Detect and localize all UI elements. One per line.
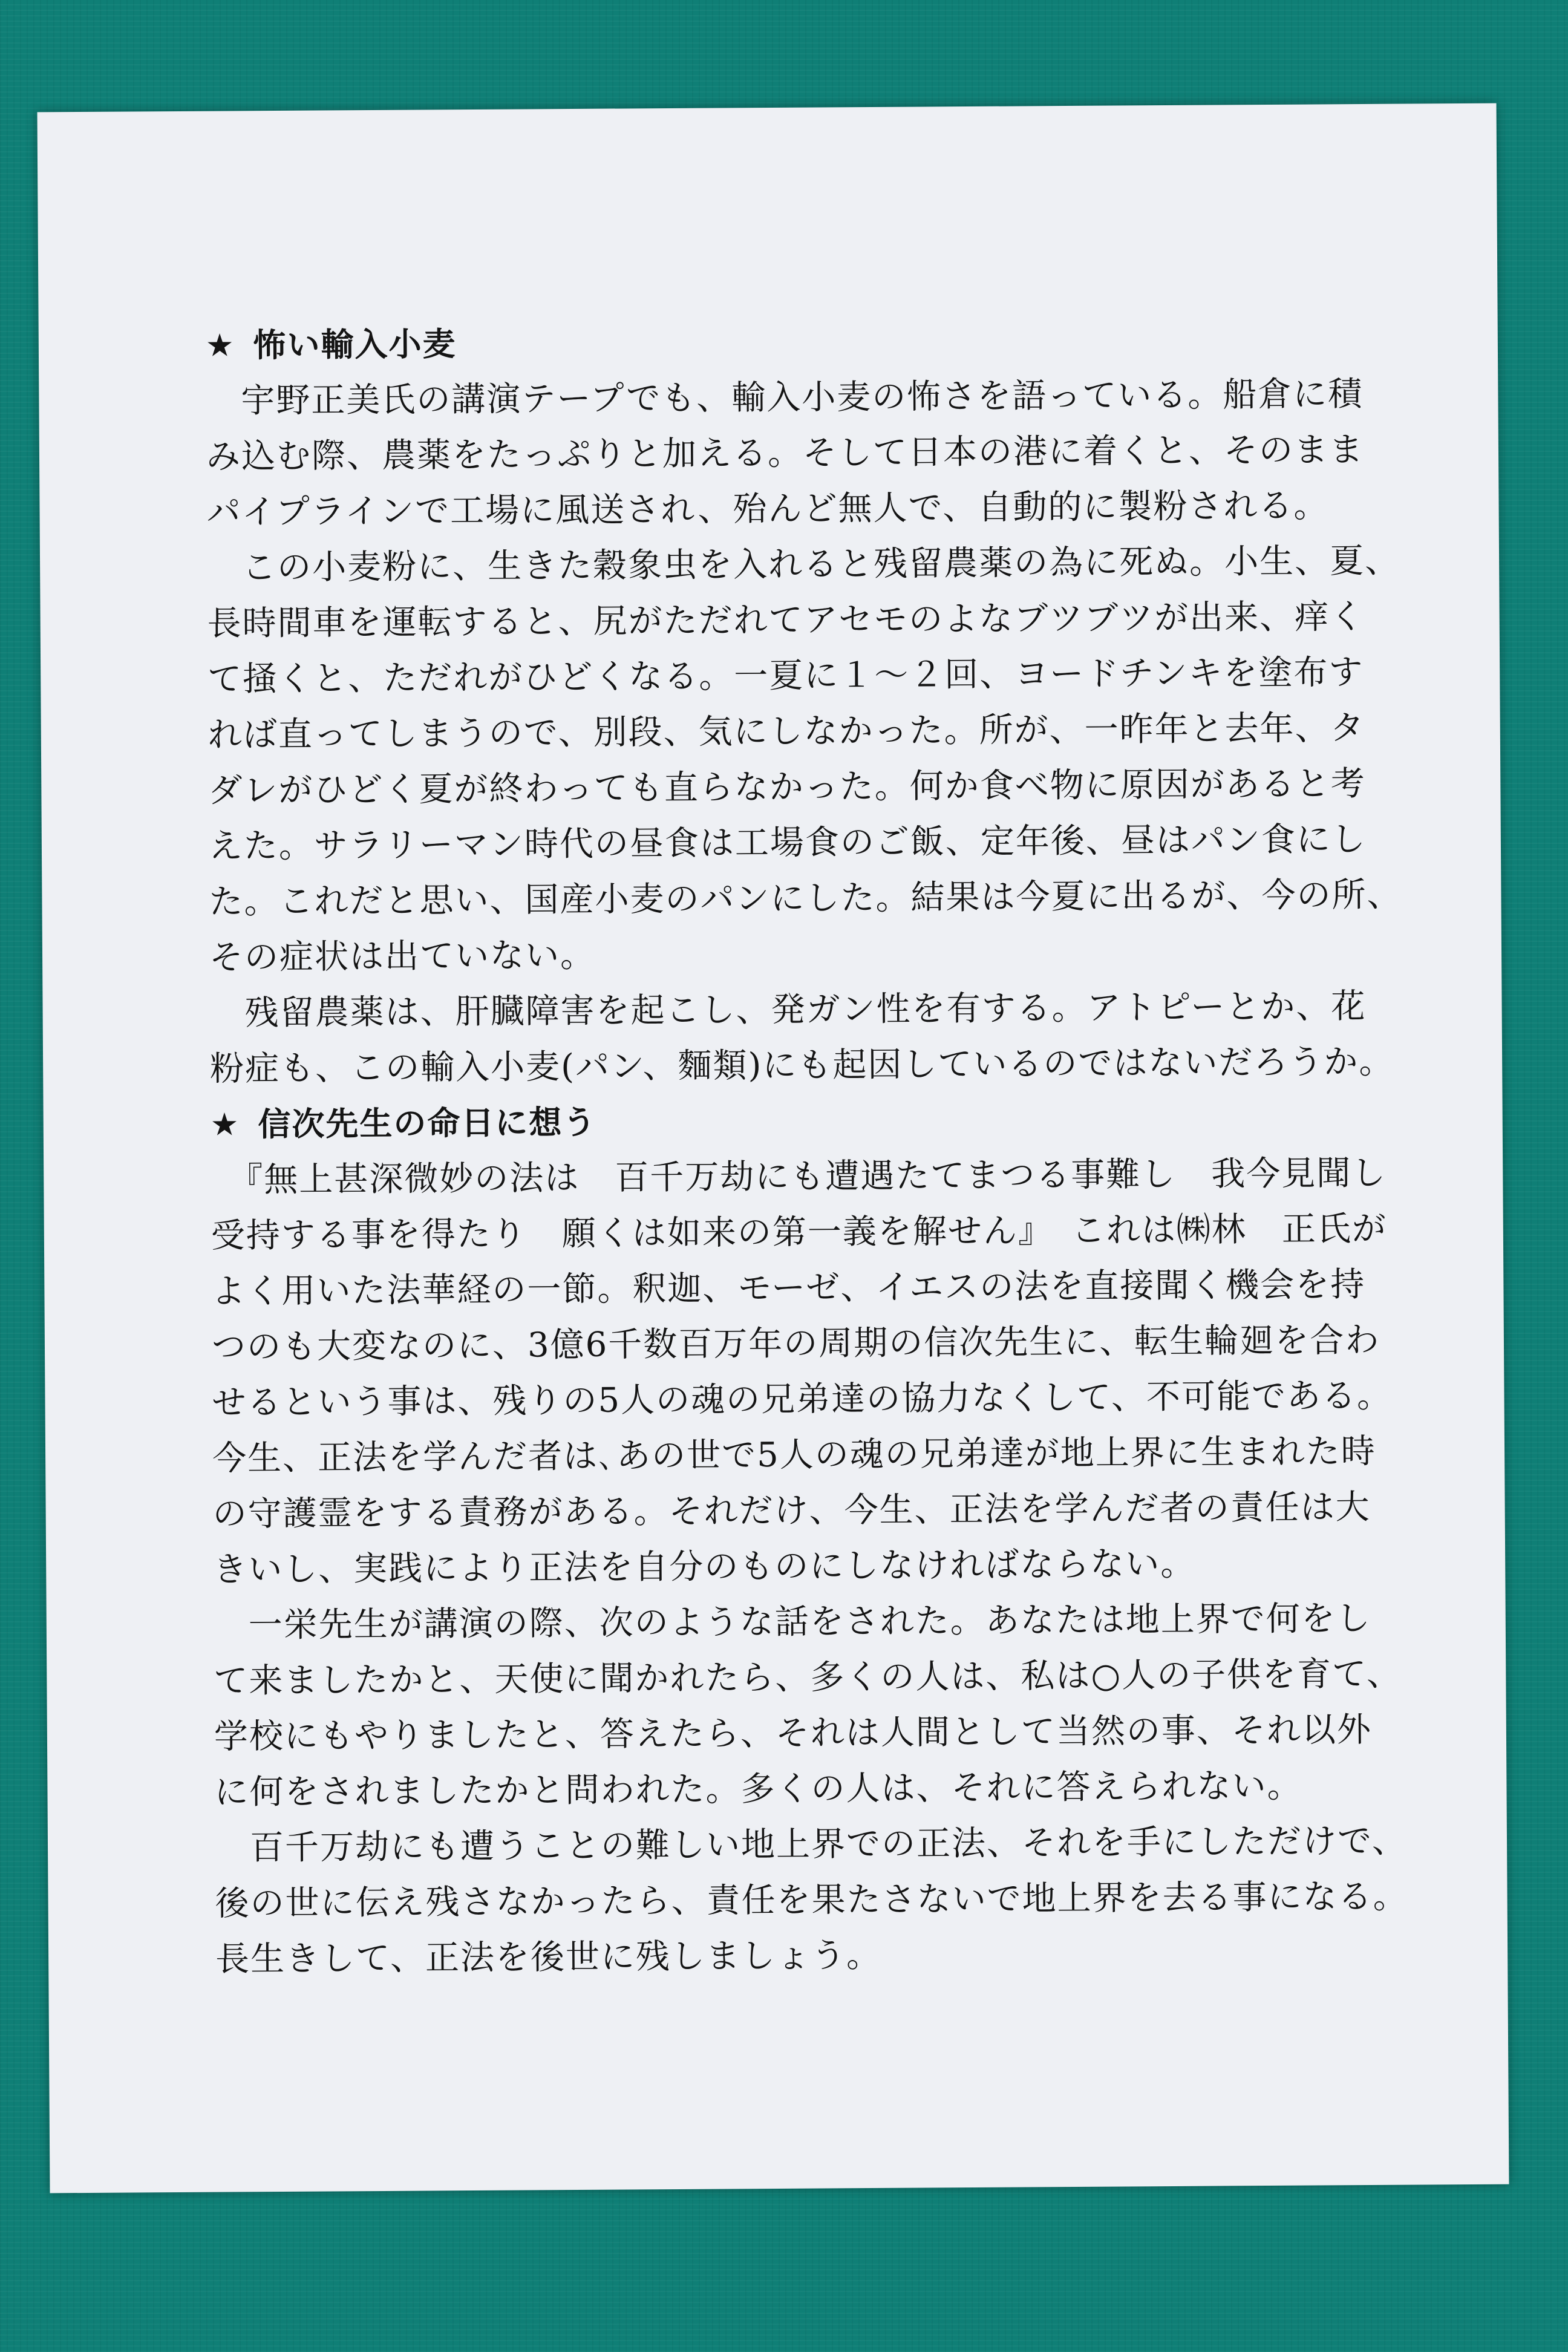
text-line: た。これだと思い、国産小麦のパンにした。結果は今夏に出るが、今の所、 [209,875,1402,922]
text-line: せるという事は、残りの5人の魂の兄弟達の協力なくして、不可能である。 [212,1376,1393,1423]
text-line: えた。サラリーマン時代の昼食は工場食のご飯、定年後、昼はパン食にし [208,819,1367,866]
section-body-memorial [211,1146,1413,1988]
text-line: 今生、正法を学んだ者は､あの世で5人の魂の兄弟達が地上界に生まれた時 [212,1431,1376,1478]
text-line: 残留農薬は、肝臓障害を起こし、発ガン性を有する。アトピーとか、花 [209,987,1367,1033]
text-line: れば直ってしまうので、別段、気にしなかった。所が、一昨年と去年、タ [207,708,1365,755]
text-line: の守護霊をする責務がある。それだけ、今生、正法を学んだ者の責任は大 [212,1487,1371,1534]
section-heading-imported-wheat [206,311,1404,374]
text-line: ダレがひどく夏が終わっても直らなかった。何か食べ物に原因があると考 [208,764,1366,811]
text-line: 百千万劫にも遭うことの難しい地上界での正法、それを手にしただけで、 [214,1821,1408,1868]
text-line: 学校にもやりましたと、答えたら、それは人間として当然の事、それ以外 [214,1710,1373,1757]
text-line: て掻くと、ただれがひどくなる。一夏に１～２回、ヨードチンキを塗布す [207,653,1364,699]
text-line: この小麦粉に、生きた穀象虫を入れると残留農薬の為に死ぬ。小生、夏、 [206,541,1400,588]
text-line: 長時間車を運転すると、尻がただれてアセモのよなブツブツが出来、痒く [207,597,1365,644]
text-line: パイプラインで工場に風送され、殆んど無人で、自動的に製粉される。 [206,486,1329,532]
text-line: 一栄先生が講演の際、次のような話をされた。あなたは地上界で何をし [213,1598,1371,1645]
text-line: み込む際、農薬をたっぷりと加える。そして日本の港に着くと、そのまま [206,430,1365,477]
text-line: て来ましたかと、天使に聞かれたら、多くの人は、私は○人の子供を育て、 [214,1654,1402,1701]
text-line: 宇野正美氏の講演テープでも、輸入小麦の怖さを語っている。船倉に積 [206,374,1364,421]
text-line: 後の世に伝え残さなかったら、責任を果たさないで地上界を去る事になる。 [215,1877,1408,1924]
section-title: 信次先生の命日に想う [258,1103,597,1144]
text-line: よく用いた法華経の一節。釈迦、モーゼ、イエスの法を直接聞く機会を持 [211,1265,1366,1312]
text-line: その症状は出ていない。 [209,935,596,978]
section-title: 怖い輸入小麦 [253,325,457,365]
text-line: きいし、実践により正法を自分のものにしなければならない。 [213,1544,1196,1590]
star-icon: ★ [205,327,235,364]
section-heading-memorial [210,1090,1408,1153]
text-line: 粉症も、この輸入小麦(パン、麵類)にも起因しているのではないだろうか。 [209,1042,1394,1089]
paper-sheet [38,103,1509,2194]
star-icon: ★ [210,1106,240,1143]
text-line: 長生きして、正法を後世に残しましょう。 [215,1935,882,1979]
text-line: に何をされましたかと問われた。多くの人は、それに答えられない。 [214,1766,1302,1812]
text-line: 『無上甚深微妙の法は 百千万劫にも遭遇たてまつる事難し 我今見聞し [211,1153,1387,1200]
text-line: つのも大変なのに、3億6千数百万年の周期の信次先生に、転生輪廻を合わ [211,1320,1380,1367]
document-body [206,311,1414,1988]
section-body-imported-wheat [206,367,1408,1097]
text-line: 受持する事を得たり 願くは如来の第一義を解せん』 これは㈱林 正氏が [211,1209,1388,1256]
